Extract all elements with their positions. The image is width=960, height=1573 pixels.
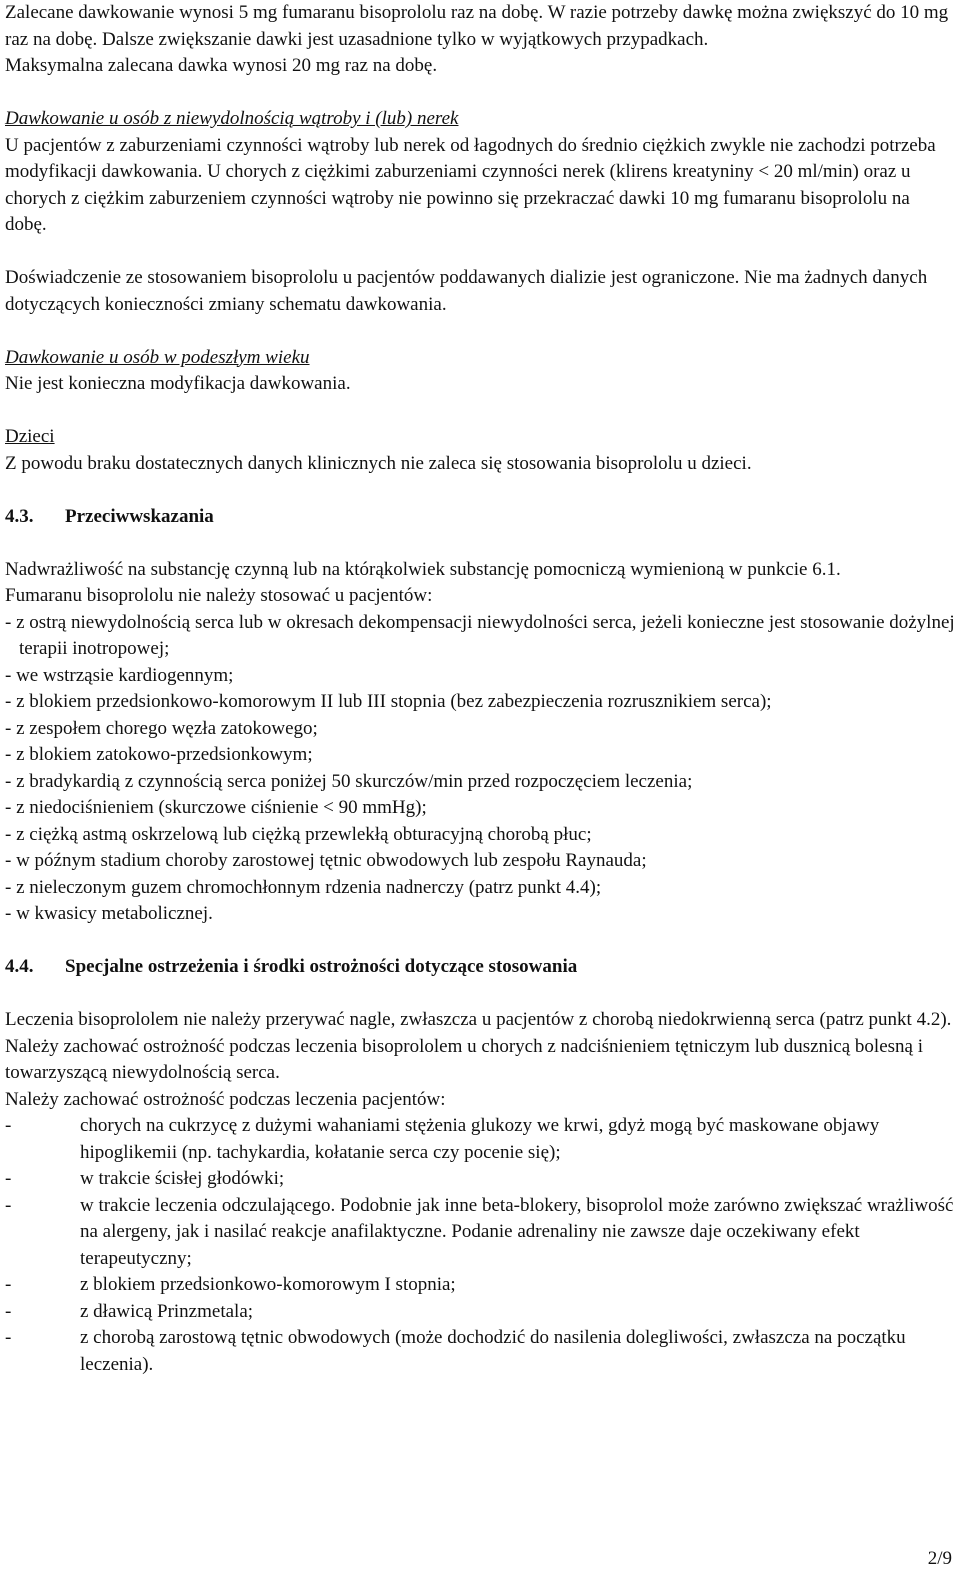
- list-item: [5, 1166, 955, 1193]
- section-4-4-heading: [5, 954, 955, 981]
- bullet: -: [5, 1327, 12, 1348]
- list-item: - w kwasicy metabolicznej.: [5, 903, 213, 924]
- bullet: -: [5, 1300, 12, 1322]
- hepatic-renal-text: U pacjentów z zaburzeniami czynności wątroby lub nerek od łagodnych do średnio ciężkich zwykle nie zachodzi potrzeba modyfikacji dawkowania. U chorych z ciężkimi zaburzeniami czynności nerek (klirens kreatyniny < 20 ml/min) oraz u chorych z ciężkim zaburzeniem czynności wątroby nie powinno się przekraczać dawki 10 mg fumaranu bisoprololu na dobę.: [5, 134, 936, 235]
- list-item-text: w trakcie leczenia odczulającego. Podobnie jak inne beta-blokery, bisoprolol może zarówno zwiększać wrażliwość na alergeny, jak i nasilać reakcje anafilaktyczne. Podanie adrenaliny nie zawsze daje oczekiwany efekt terapeutyczny;: [80, 1194, 954, 1269]
- children-heading: Dzieci: [5, 426, 55, 447]
- dosage-paragraph: Zalecane dawkowanie wynosi 5 mg fumaranu bisoprololu raz na dobę. W razie potrzeby dawkę można zwiększyć do 10 mg raz na dobę. Dalsze zwiększanie dawki jest uzasadnione tylko w wyjątkowych przypadkach.: [5, 2, 949, 50]
- list-item-text: z blokiem przedsionkowo-komorowym I stopnia;: [80, 1274, 456, 1295]
- bullet: -: [5, 1168, 12, 1189]
- children-text: Z powodu braku dostatecznych danych klinicznych nie zaleca się stosowania bisoprololu u dzieci.: [5, 452, 752, 474]
- list-item: - z niedociśnieniem (skurczowe ciśnienie < 90 mmHg);: [5, 797, 427, 818]
- list-item: [5, 1193, 955, 1273]
- section-title: Specjalne ostrzeżenia i środki ostrożności dotyczące stosowania: [65, 956, 578, 977]
- section-number: 4.4.: [5, 956, 34, 977]
- document-page: [5, 0, 955, 1378]
- list-item-text: chorych na cukrzycę z dużymi wahaniami stężenia glukozy we krwi, gdyż mogą być maskowane objawy hipoglikemii (np. tachykardia, kołatanie serca czy pocenie się);: [80, 1115, 880, 1163]
- list-item: [5, 1113, 955, 1166]
- bullet: -: [5, 1274, 12, 1295]
- section-4-3-heading: [5, 504, 955, 531]
- page-number: 2/9: [927, 1548, 952, 1569]
- contraindication-list: [5, 610, 955, 928]
- list-item: - z blokiem zatokowo-przedsionkowym;: [5, 744, 313, 765]
- section-title: Przeciwwskazania: [65, 505, 214, 527]
- list-item-text: z dławicą Prinzmetala;: [80, 1300, 254, 1322]
- list-item: [5, 1272, 955, 1299]
- list-item: - z bradykardią z czynnością serca poniżej 50 skurczów/min przed rozpoczęciem leczenia;: [5, 770, 693, 792]
- list-item: - z ciężką astmą oskrzelową lub ciężką przewlekłą obturacyjną chorobą płuc;: [5, 823, 592, 845]
- elderly-text: Nie jest konieczna modyfikacja dawkowania.: [5, 373, 351, 394]
- bullet: -: [5, 1194, 12, 1216]
- warning-paragraph: Leczenia bisoprololem nie należy przerywać nagle, zwłaszcza u pacjentów z chorobą niedokrwienną serca (patrz punkt 4.2).: [5, 1009, 952, 1030]
- warning-intro: Należy zachować ostrożność podczas leczenia pacjentów:: [5, 1088, 446, 1110]
- list-item: [5, 1299, 955, 1326]
- list-item-text: z chorobą zarostową tętnic obwodowych (może dochodzić do nasilenia dolegliwości, zwłaszcza na początku leczenia).: [80, 1327, 906, 1375]
- max-dose-paragraph: Maksymalna zalecana dawka wynosi 20 mg raz na dobę.: [5, 55, 438, 76]
- list-item: - z blokiem przedsionkowo-komorowym II lub III stopnia (bez zabezpieczenia rozrusznikiem serca);: [5, 691, 772, 712]
- list-item-text: w trakcie ścisłej głodówki;: [80, 1168, 285, 1189]
- dialysis-text: Doświadczenie ze stosowaniem bisoprololu u pacjentów poddawanych dializie jest ograniczone. Nie ma żadnych danych dotyczących konieczności zmiany schematu dawkowania.: [5, 267, 928, 315]
- list-item: - z ostrą niewydolnością serca lub w okresach dekompensacji niewydolności serca, jeżeli konieczne jest stosowanie dożylnej terapii inotropowej;: [5, 611, 955, 659]
- list-item: - z zespołem chorego węzła zatokowego;: [5, 717, 318, 739]
- hepatic-renal-heading: Dawkowanie u osób z niewydolnością wątroby i (lub) nerek: [5, 108, 459, 129]
- list-item: - w późnym stadium choroby zarostowej tętnic obwodowych lub zespołu Raynauda;: [5, 850, 647, 871]
- section-number: 4.3.: [5, 505, 34, 527]
- list-item: - we wstrząsie kardiogennym;: [5, 664, 234, 686]
- list-item: - z nieleczonym guzem chromochłonnym rdzenia nadnerczy (patrz punkt 4.4);: [5, 876, 602, 898]
- elderly-heading: Dawkowanie u osób w podeszłym wieku: [5, 346, 310, 368]
- bullet: -: [5, 1115, 12, 1136]
- list-item: [5, 1325, 955, 1378]
- contraindication-paragraph: Nadwrażliwość na substancję czynną lub na którąkolwiek substancję pomocniczą wymienioną w punkcie 6.1.: [5, 558, 841, 580]
- warning-paragraph: Należy zachować ostrożność podczas leczenia bisoprololem u chorych z nadciśnieniem tętniczym lub dusznicą bolesną i towarzyszącą niewydolnością serca.: [5, 1035, 923, 1083]
- warning-list: [5, 1113, 955, 1378]
- contraindication-intro: Fumaranu bisoprololu nie należy stosować u pacjentów:: [5, 585, 433, 606]
